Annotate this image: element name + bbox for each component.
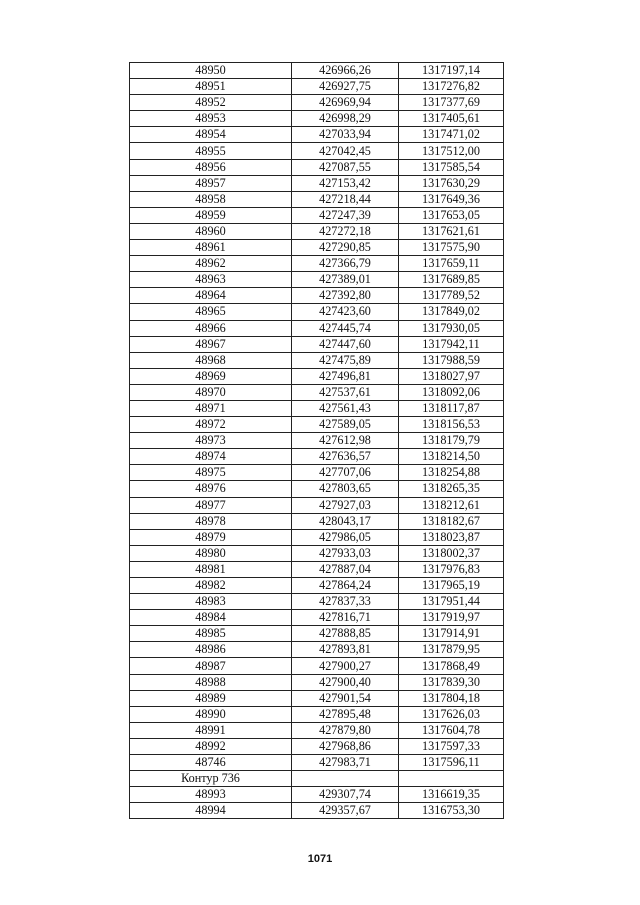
y-coordinate-cell: 1317839,30 <box>399 674 504 690</box>
x-coordinate-cell: 427927,03 <box>292 497 399 513</box>
y-coordinate-cell: 1318092,06 <box>399 384 504 400</box>
table-row <box>130 417 504 433</box>
table-row <box>130 658 504 674</box>
x-coordinate-cell: 427612,98 <box>292 433 399 449</box>
table-row <box>130 465 504 481</box>
y-coordinate-cell: 1317659,11 <box>399 256 504 272</box>
x-coordinate-cell: 427537,61 <box>292 384 399 400</box>
point-number-cell: 48951 <box>130 79 292 95</box>
table-row <box>130 240 504 256</box>
point-number-cell: 48967 <box>130 336 292 352</box>
table-row <box>130 578 504 594</box>
point-number-cell: 48985 <box>130 626 292 642</box>
table-row <box>130 690 504 706</box>
y-coordinate-cell: 1317377,69 <box>399 95 504 111</box>
point-number-cell: 48959 <box>130 207 292 223</box>
y-coordinate-cell: 1318265,35 <box>399 481 504 497</box>
table-row <box>130 288 504 304</box>
point-number-cell: 48991 <box>130 722 292 738</box>
table-row <box>130 513 504 529</box>
contour-label: Контур 736 <box>130 771 292 787</box>
x-coordinate-cell: 427042,45 <box>292 143 399 159</box>
y-coordinate-cell: 1317621,61 <box>399 223 504 239</box>
x-coordinate-cell: 427445,74 <box>292 320 399 336</box>
y-coordinate-cell: 1318214,50 <box>399 449 504 465</box>
x-coordinate-cell: 426966,26 <box>292 63 399 79</box>
y-coordinate-cell: 1318027,97 <box>399 368 504 384</box>
x-coordinate-cell: 427803,65 <box>292 481 399 497</box>
point-number-cell: 48977 <box>130 497 292 513</box>
x-coordinate-cell: 427983,71 <box>292 755 399 771</box>
table-row <box>130 642 504 658</box>
table-row <box>130 610 504 626</box>
point-number-cell: 48968 <box>130 352 292 368</box>
x-coordinate-cell: 427447,60 <box>292 336 399 352</box>
y-coordinate-cell: 1317988,59 <box>399 352 504 368</box>
y-coordinate-cell: 1317804,18 <box>399 690 504 706</box>
table-row <box>130 803 504 819</box>
y-coordinate-cell: 1318254,88 <box>399 465 504 481</box>
x-coordinate-cell: 427900,27 <box>292 658 399 674</box>
point-number-cell: 48990 <box>130 706 292 722</box>
x-coordinate-cell: 426927,75 <box>292 79 399 95</box>
table-row <box>130 320 504 336</box>
x-coordinate-cell: 427636,57 <box>292 449 399 465</box>
x-coordinate-cell: 427290,85 <box>292 240 399 256</box>
point-number-cell: 48986 <box>130 642 292 658</box>
point-number-cell: 48953 <box>130 111 292 127</box>
point-number-cell: 48973 <box>130 433 292 449</box>
table-row <box>130 175 504 191</box>
table-row <box>130 706 504 722</box>
table-row <box>130 272 504 288</box>
point-number-cell: 48969 <box>130 368 292 384</box>
x-coordinate-cell: 427933,03 <box>292 545 399 561</box>
table-row <box>130 207 504 223</box>
x-coordinate-cell: 427496,81 <box>292 368 399 384</box>
x-coordinate-cell: 427893,81 <box>292 642 399 658</box>
y-coordinate-cell: 1318023,87 <box>399 529 504 545</box>
x-coordinate-cell: 427888,85 <box>292 626 399 642</box>
y-coordinate-cell: 1317575,90 <box>399 240 504 256</box>
point-number-cell: 48994 <box>130 803 292 819</box>
y-coordinate-cell: 1317919,97 <box>399 610 504 626</box>
table-row <box>130 594 504 610</box>
table-row <box>130 191 504 207</box>
point-number-cell: 48954 <box>130 127 292 143</box>
y-coordinate-cell: 1317512,00 <box>399 143 504 159</box>
point-number-cell: 48961 <box>130 240 292 256</box>
y-coordinate-cell: 1317405,61 <box>399 111 504 127</box>
point-number-cell: 48981 <box>130 561 292 577</box>
y-coordinate-cell: 1317630,29 <box>399 175 504 191</box>
contour-section-row <box>130 771 504 787</box>
x-coordinate-cell: 427707,06 <box>292 465 399 481</box>
point-number-cell: 48955 <box>130 143 292 159</box>
point-number-cell: 48965 <box>130 304 292 320</box>
table-row <box>130 400 504 416</box>
x-coordinate-cell: 427901,54 <box>292 690 399 706</box>
table-row <box>130 545 504 561</box>
x-coordinate-cell: 427887,04 <box>292 561 399 577</box>
y-coordinate-cell: 1317914,91 <box>399 626 504 642</box>
table-row <box>130 95 504 111</box>
point-number-cell: 48984 <box>130 610 292 626</box>
x-coordinate-cell: 429307,74 <box>292 787 399 803</box>
empty-cell <box>292 771 399 787</box>
point-number-cell: 48962 <box>130 256 292 272</box>
x-coordinate-cell: 427589,05 <box>292 417 399 433</box>
y-coordinate-cell: 1317276,82 <box>399 79 504 95</box>
y-coordinate-cell: 1317976,83 <box>399 561 504 577</box>
y-coordinate-cell: 1316619,35 <box>399 787 504 803</box>
point-number-cell: 48958 <box>130 191 292 207</box>
y-coordinate-cell: 1317597,33 <box>399 738 504 754</box>
x-coordinate-cell: 426998,29 <box>292 111 399 127</box>
point-number-cell: 48983 <box>130 594 292 610</box>
x-coordinate-cell: 427272,18 <box>292 223 399 239</box>
x-coordinate-cell: 427879,80 <box>292 722 399 738</box>
y-coordinate-cell: 1318212,61 <box>399 497 504 513</box>
x-coordinate-cell: 427423,60 <box>292 304 399 320</box>
y-coordinate-cell: 1317849,02 <box>399 304 504 320</box>
x-coordinate-cell: 428043,17 <box>292 513 399 529</box>
point-number-cell: 48993 <box>130 787 292 803</box>
point-number-cell: 48978 <box>130 513 292 529</box>
table-row <box>130 256 504 272</box>
y-coordinate-cell: 1317626,03 <box>399 706 504 722</box>
point-number-cell: 48971 <box>130 400 292 416</box>
x-coordinate-cell: 427475,89 <box>292 352 399 368</box>
point-number-cell: 48970 <box>130 384 292 400</box>
y-coordinate-cell: 1317789,52 <box>399 288 504 304</box>
x-coordinate-cell: 427218,44 <box>292 191 399 207</box>
x-coordinate-cell: 427816,71 <box>292 610 399 626</box>
x-coordinate-cell: 427986,05 <box>292 529 399 545</box>
page-number: 1071 <box>307 853 333 865</box>
table-row <box>130 159 504 175</box>
empty-cell <box>399 771 504 787</box>
y-coordinate-cell: 1318117,87 <box>399 400 504 416</box>
table-row <box>130 368 504 384</box>
table-row <box>130 384 504 400</box>
table-row <box>130 143 504 159</box>
x-coordinate-cell: 427895,48 <box>292 706 399 722</box>
x-coordinate-cell: 427864,24 <box>292 578 399 594</box>
table-row <box>130 787 504 803</box>
point-number-cell: 48976 <box>130 481 292 497</box>
x-coordinate-cell: 427837,33 <box>292 594 399 610</box>
y-coordinate-cell: 1316753,30 <box>399 803 504 819</box>
point-number-cell: 48952 <box>130 95 292 111</box>
y-coordinate-cell: 1317689,85 <box>399 272 504 288</box>
y-coordinate-cell: 1318156,53 <box>399 417 504 433</box>
point-number-cell: 48982 <box>130 578 292 594</box>
y-coordinate-cell: 1318002,37 <box>399 545 504 561</box>
y-coordinate-cell: 1318182,67 <box>399 513 504 529</box>
table-row <box>130 529 504 545</box>
point-number-cell: 48974 <box>130 449 292 465</box>
point-number-cell: 48989 <box>130 690 292 706</box>
point-number-cell: 48988 <box>130 674 292 690</box>
table-row <box>130 497 504 513</box>
table-row <box>130 481 504 497</box>
y-coordinate-cell: 1317471,02 <box>399 127 504 143</box>
point-number-cell: 48957 <box>130 175 292 191</box>
x-coordinate-cell: 427153,42 <box>292 175 399 191</box>
y-coordinate-cell: 1317604,78 <box>399 722 504 738</box>
table-row <box>130 223 504 239</box>
point-number-cell: 48746 <box>130 755 292 771</box>
y-coordinate-cell: 1317951,44 <box>399 594 504 610</box>
table-row <box>130 433 504 449</box>
x-coordinate-cell: 427033,94 <box>292 127 399 143</box>
y-coordinate-cell: 1317197,14 <box>399 63 504 79</box>
table-row <box>130 722 504 738</box>
x-coordinate-cell: 427561,43 <box>292 400 399 416</box>
x-coordinate-cell: 427968,86 <box>292 738 399 754</box>
coordinates-table <box>129 62 504 819</box>
table-row <box>130 63 504 79</box>
y-coordinate-cell: 1317596,11 <box>399 755 504 771</box>
table-row <box>130 79 504 95</box>
point-number-cell: 48966 <box>130 320 292 336</box>
table-row <box>130 561 504 577</box>
point-number-cell: 48975 <box>130 465 292 481</box>
y-coordinate-cell: 1317942,11 <box>399 336 504 352</box>
y-coordinate-cell: 1317879,95 <box>399 642 504 658</box>
x-coordinate-cell: 427087,55 <box>292 159 399 175</box>
y-coordinate-cell: 1317930,05 <box>399 320 504 336</box>
point-number-cell: 48972 <box>130 417 292 433</box>
table-row <box>130 626 504 642</box>
y-coordinate-cell: 1318179,79 <box>399 433 504 449</box>
y-coordinate-cell: 1317868,49 <box>399 658 504 674</box>
table-row <box>130 755 504 771</box>
table-row <box>130 738 504 754</box>
table-row <box>130 352 504 368</box>
point-number-cell: 48950 <box>130 63 292 79</box>
point-number-cell: 48956 <box>130 159 292 175</box>
y-coordinate-cell: 1317585,54 <box>399 159 504 175</box>
y-coordinate-cell: 1317649,36 <box>399 191 504 207</box>
point-number-cell: 48963 <box>130 272 292 288</box>
table-row <box>130 304 504 320</box>
table-row <box>130 127 504 143</box>
x-coordinate-cell: 426969,94 <box>292 95 399 111</box>
y-coordinate-cell: 1317653,05 <box>399 207 504 223</box>
point-number-cell: 48960 <box>130 223 292 239</box>
x-coordinate-cell: 427247,39 <box>292 207 399 223</box>
coordinates-table-container <box>129 62 503 819</box>
table-row <box>130 111 504 127</box>
y-coordinate-cell: 1317965,19 <box>399 578 504 594</box>
table-row <box>130 449 504 465</box>
point-number-cell: 48964 <box>130 288 292 304</box>
point-number-cell: 48980 <box>130 545 292 561</box>
x-coordinate-cell: 427366,79 <box>292 256 399 272</box>
table-row <box>130 674 504 690</box>
x-coordinate-cell: 427900,40 <box>292 674 399 690</box>
x-coordinate-cell: 427392,80 <box>292 288 399 304</box>
point-number-cell: 48979 <box>130 529 292 545</box>
table-row <box>130 336 504 352</box>
point-number-cell: 48987 <box>130 658 292 674</box>
point-number-cell: 48992 <box>130 738 292 754</box>
x-coordinate-cell: 427389,01 <box>292 272 399 288</box>
x-coordinate-cell: 429357,67 <box>292 803 399 819</box>
